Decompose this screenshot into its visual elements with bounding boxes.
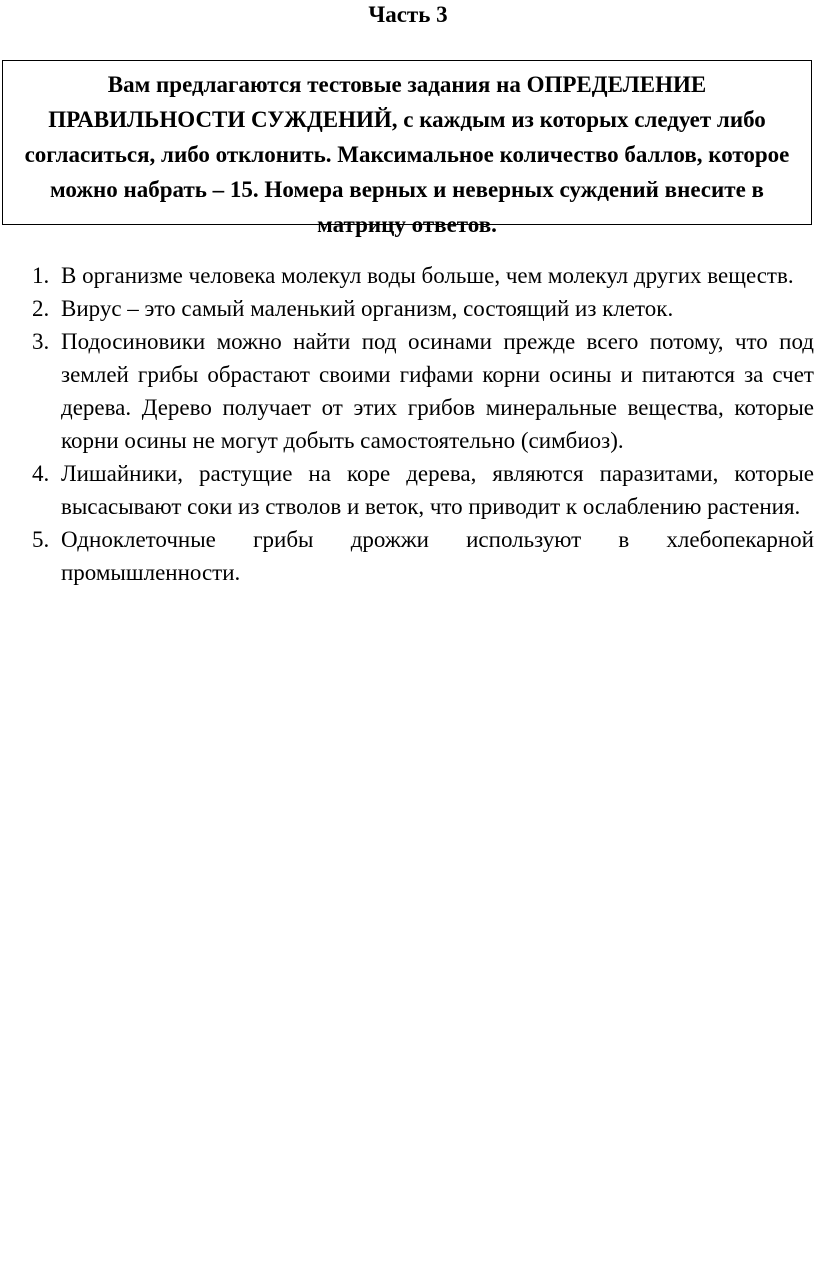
statement-item	[0, 457, 816, 523]
statement-item	[0, 259, 816, 292]
statement-list	[0, 259, 816, 589]
statement-number: 5.	[32, 527, 50, 552]
statement-text: В организме человека молекул воды больше, чем молекул других веществ.	[61, 263, 794, 288]
statement-item	[0, 325, 816, 457]
statement-text: Подосиновики можно найти под осинами прежде всего потому, что под землей грибы обрастают своими гифами корни осины и питаются за счет дерева. Дерево получает от этих грибов минеральные вещества, которые корни осины не могут добыть самостоятельно (симбиоз).	[61, 329, 814, 453]
statement-number: 1.	[32, 263, 50, 288]
statement-number: 3.	[32, 329, 50, 354]
section-title: Часть 3	[368, 2, 448, 27]
statement-item	[0, 292, 816, 325]
statement-number: 2.	[32, 296, 50, 321]
statement-text: Одноклеточные грибы дрожжи используют в хлебопекарной промышленности.	[61, 527, 814, 585]
statement-text: Вирус – это самый маленький организм, состоящий из клеток.	[61, 296, 674, 321]
statement-number: 4.	[32, 461, 50, 486]
statement-item	[0, 523, 816, 589]
statement-text: Лишайники, растущие на коре дерева, являются паразитами, которые высасывают соки из стволов и веток, что приводит к ослаблению растения.	[61, 461, 814, 519]
instructions-box: Вам предлагаются тестовые задания на ОПРЕДЕЛЕНИЕ ПРАВИЛЬНОСТИ СУЖДЕНИЙ, с каждым из которых следует либо согласиться, либо отклонить. Максимальное количество баллов, которое можно набрать – 15. Номера верных и неверных суждений внесите в матрицу ответов.	[2, 60, 812, 225]
